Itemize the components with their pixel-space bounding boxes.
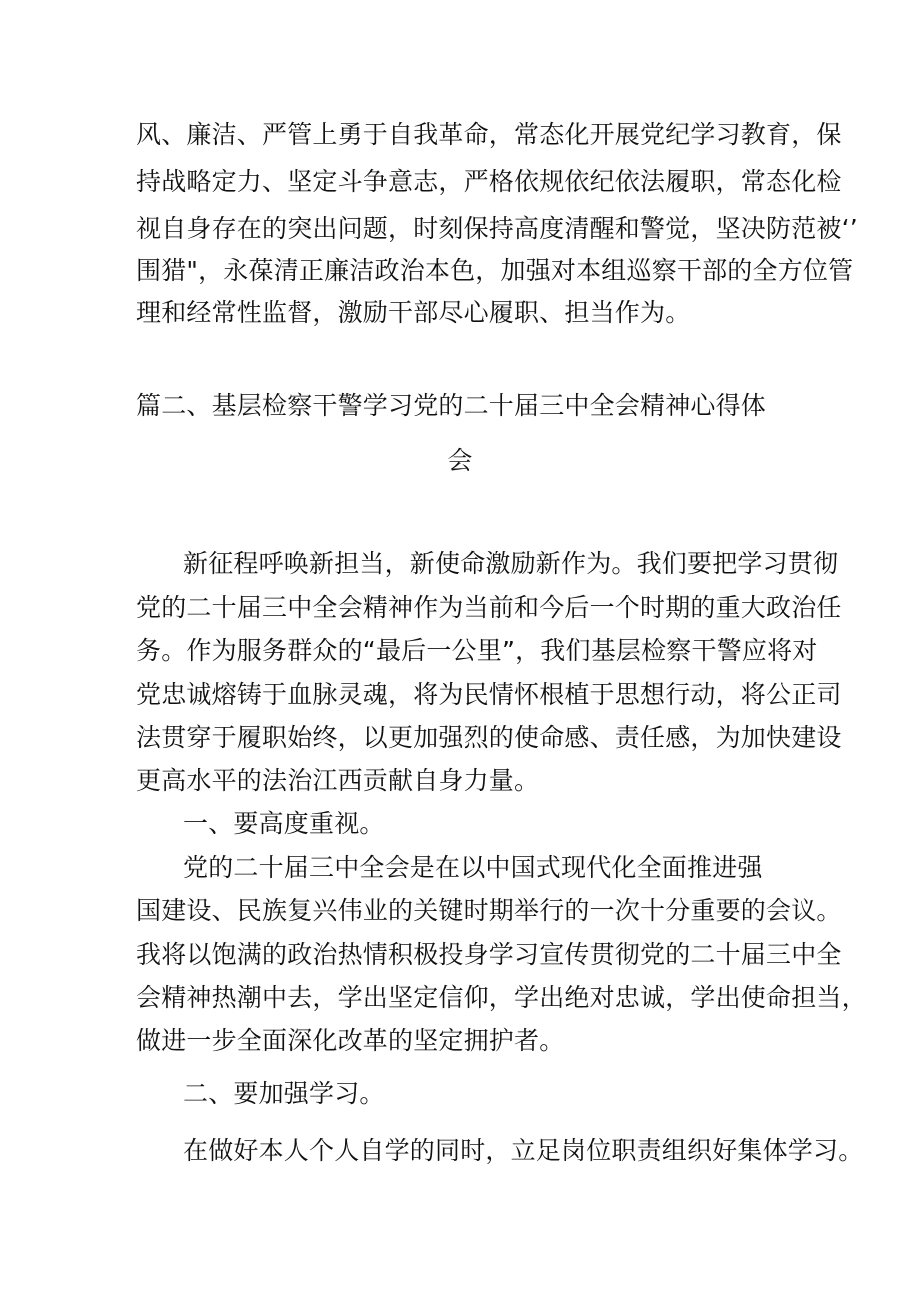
text-line: 国建设、民族复兴伟业的关键时期举行的一次十分重要的会议。 (136, 896, 842, 925)
text-line: 法贯穿于履职始终，以更加强烈的使命感、责任感，为加快建设 (136, 723, 842, 752)
text-line: 党的二十届三中全会精神作为当前和今后一个时期的重大政治任 (136, 593, 842, 622)
text-line: 持战略定力、坚定斗争意志，严格依规依纪依法履职，常态化检 (136, 167, 842, 196)
text-line: 在做好本人个人自学的同时，立足岗位职责组织好集体学习。 (183, 1136, 864, 1165)
text-line: 视自身存在的突出问题，时刻保持高度清醒和警觉，坚决防范被‘’ (136, 214, 858, 243)
text-line: 理和经常性监督，激励干部尽心履职、担当作为。 (136, 298, 691, 327)
text-line: 更高水平的法治江西贡献自身力量。 (136, 766, 540, 795)
text-line: 围猎"，永葆清正廉洁政治本色，加强对本组巡察干部的全方位管 (136, 256, 854, 285)
section-title: 篇二、基层检察干警学习党的二十届三中全会精神心得体 (136, 391, 767, 420)
text-line: 做进一步全面深化改革的坚定拥护者。 (136, 1026, 565, 1055)
text-line: 务。作为服务群众的“最后一公里”，我们基层检察干警应将对 (136, 636, 818, 665)
text-line: 党的二十届三中全会是在以中国式现代化全面推进强 (183, 853, 763, 882)
section-title-continuation: 会 (447, 446, 473, 475)
text-line: 会精神热潮中去，学出坚定信仰，学出绝对忠诚，学出使命担当， (136, 983, 867, 1012)
text-line: 新征程呼唤新担当，新使命激励新作为。我们要把学习贯彻 (183, 549, 839, 578)
point-heading: 一、要高度重视。 (183, 809, 385, 838)
text-line: 风、廉洁、严管上勇于自我革命，常态化开展党纪学习教育，保 (136, 120, 842, 149)
point-heading: 二、要加强学习。 (183, 1079, 385, 1108)
text-line: 我将以饱满的政治热情积极投身学习宣传贯彻党的二十届三中全 (136, 940, 842, 969)
text-line: 党忠诚熔铸于血脉灵魂，将为民情怀根植于思想行动，将公正司 (136, 680, 842, 709)
